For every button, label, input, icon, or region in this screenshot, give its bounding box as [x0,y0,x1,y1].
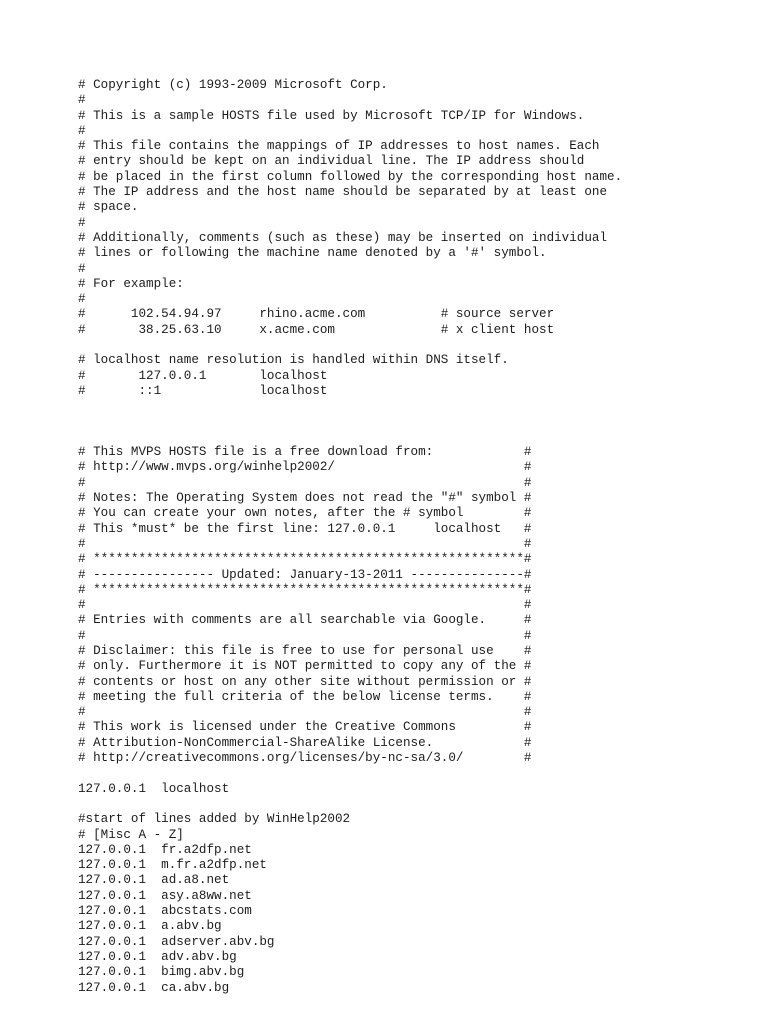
text-line: # This work is licensed under the Creative Commons # [78,720,532,735]
text-line: # [78,215,86,230]
text-line: # [Misc A - Z] [78,827,184,842]
text-line: # Disclaimer: this file is free to use for personal use # [78,643,532,658]
text-line: # be placed in the first column followed by the corresponding host name. [78,169,623,184]
text-line: 127.0.0.1 asy.a8ww.net [78,888,252,903]
text-line: # # [78,475,532,490]
text-line: # 102.54.94.97 rhino.acme.com # source server [78,307,555,322]
text-line: # # [78,598,532,613]
text-line: # http://www.mvps.org/winhelp2002/ # [78,460,532,475]
text-line: # [78,123,86,138]
text-line: # You can create your own notes, after the # symbol # [78,506,532,521]
hosts-file-page [78,78,718,996]
text-line: #start of lines added by WinHelp2002 [78,812,351,827]
text-line: # [78,292,86,307]
text-line: 127.0.0.1 ca.abv.bg [78,980,230,995]
text-line: # # [78,705,532,720]
text-line: 127.0.0.1 m.fr.a2dfp.net [78,858,267,873]
text-line: 127.0.0.1 a.abv.bg [78,919,222,934]
text-line: # Entries with comments are all searchable via Google. # [78,613,532,628]
text-line: # The IP address and the host name should be separated by at least one [78,185,608,200]
text-line [78,430,718,445]
text-line: 127.0.0.1 bimg.abv.bg [78,965,245,980]
text-line: # Additionally, comments (such as these) may be inserted on individual [78,230,608,245]
text-line: 127.0.0.1 abcstats.com [78,904,252,919]
text-line: # ---------------- Updated: January-13-2011 ---------------# [78,567,532,582]
text-line: 127.0.0.1 fr.a2dfp.net [78,842,252,857]
text-line: # Copyright (c) 1993-2009 Microsoft Corp. [78,78,388,92]
text-line: # *********************************************************# [78,552,532,567]
text-line: # space. [78,200,139,215]
text-line: 127.0.0.1 adv.abv.bg [78,949,237,964]
text-line [78,415,718,430]
text-line: # Attribution-NonCommercial-ShareAlike License. # [78,735,532,750]
text-line [78,766,718,781]
text-line: # localhost name resolution is handled within DNS itself. [78,353,509,368]
text-line [78,797,718,812]
text-line: # meeting the full criteria of the below license terms. # [78,689,532,704]
text-line: # http://creativecommons.org/licenses/by-nc-sa/3.0/ # [78,751,532,766]
text-line: # For example: [78,276,184,291]
text-line: # only. Furthermore it is NOT permitted to copy any of the # [78,659,532,674]
text-line: # [78,261,86,276]
text-line: # Notes: The Operating System does not read the "#" symbol # [78,491,532,506]
text-line: # 38.25.63.10 x.acme.com # x client host [78,322,555,337]
text-line: # [78,93,86,108]
text-line: 127.0.0.1 localhost [78,781,230,796]
text-line: # ::1 localhost [78,383,328,398]
text-line: # This MVPS HOSTS file is a free download from: # [78,445,532,460]
text-line: # entry should be kept on an individual line. The IP address should [78,154,585,169]
text-line: # contents or host on any other site without permission or # [78,674,532,689]
text-line: # # [78,628,532,643]
text-line [78,399,718,414]
text-line [78,338,718,353]
text-line: # This is a sample HOSTS file used by Microsoft TCP/IP for Windows. [78,108,585,123]
text-line: # This file contains the mappings of IP addresses to host names. Each [78,139,600,154]
text-line: # lines or following the machine name denoted by a '#' symbol. [78,246,547,261]
text-line: 127.0.0.1 ad.a8.net [78,873,230,888]
text-line: # # [78,536,532,551]
text-line: # *********************************************************# [78,582,532,597]
text-line: # This *must* be the first line: 127.0.0.1 localhost # [78,521,532,536]
text-line: # 127.0.0.1 localhost [78,368,328,383]
text-line: 127.0.0.1 adserver.abv.bg [78,934,275,949]
